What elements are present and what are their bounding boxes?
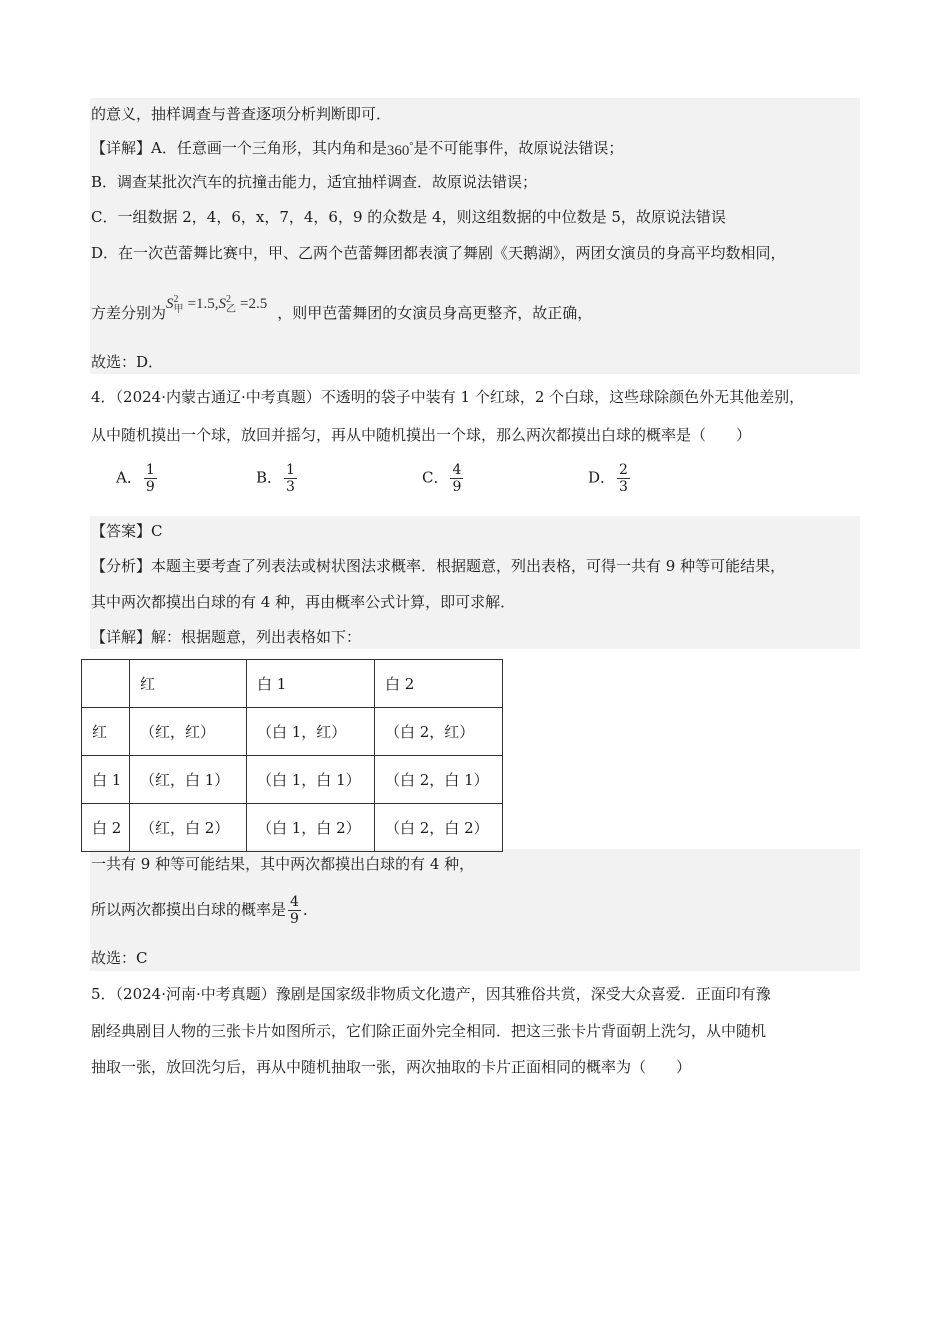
question-4-stem: 4．（2024·内蒙古通辽·中考真题）不透明的袋子中装有 1 个红球，2 个白球，这些球除颜色外无其他差别， [91,388,805,406]
solution-text-line: 的意义，抽样调查与普查逐项分析判断即可． [91,105,392,123]
detail-line: 【详解】解：根据题意，列出表格如下： [91,628,362,646]
table-cell: （白 2，白 2） [375,804,503,852]
solution-text-line: 故选：D． [91,353,164,371]
analysis-line: 【分析】本题主要考查了列表法或树状图法求概率．根据题意，列出表格，可得一共有 9 种等可能结果， [91,557,786,575]
table-cell: （白 1，白 2） [247,804,375,852]
solution-text-line: D．在一次芭蕾舞比赛中，甲、乙两个芭蕾舞团都表演了舞剧《天鹅湖》，两团女演员的身高平均数相同， [91,244,786,262]
option-d[interactable]: D． $\frac{2}{3}$ [588,462,628,495]
option-a[interactable]: A． $\frac{1}{9}$ [116,462,155,495]
table-cell: 白 2 [375,660,503,708]
table-header-row [82,660,503,708]
table-cell: （白 1，白 1） [247,756,375,804]
table-row [82,708,503,756]
option-b[interactable]: B． $\frac{1}{3}$ [256,462,295,495]
table-cell: 白 1 [82,756,130,804]
solution-text-line: 故选：C [91,949,148,967]
table-cell: （红，红） [130,708,247,756]
question-5-stem: 5．（2024·河南·中考真题）豫剧是国家级非物质文化遗产，因其雅俗共赏，深受大众喜爱．正面印有豫 [91,985,771,1003]
solution-text-line: 所以两次都摸出白球的概率是 $\frac{4}{9}$ ． [91,894,318,927]
question-5-stem: 剧经典剧目人物的三张卡片如图所示，它们除正面外完全相同．把这三张卡片背面朝上洗匀，从中随机 [91,1022,767,1040]
solution-text-line: 方差分别为S 2 甲 =1.5,S 2 乙 =2.5 ，则甲芭蕾舞团的女演员身高更整齐，故正确， [91,293,593,322]
solution-text-line: C．一组数据 2，4，6，x，7，4，6，9 的众数是 4，则这组数据的中位数是 5，故原说法错误 [91,208,726,226]
table-cell [82,660,130,708]
answer-line: 【答案】C [91,522,163,540]
question-4-stem: 从中随机摸出一个球，放回并摇匀，再从中随机摸出一个球，那么两次都摸出白球的概率是（ ） [91,426,752,444]
question-5-stem: 抽取一张，放回洗匀后，再从中随机抽取一张，两次抽取的卡片正面相同的概率为（ ） [91,1058,692,1076]
table-cell: 红 [130,660,247,708]
option-c[interactable]: C． $\frac{4}{9}$ [422,462,462,495]
table-cell: 白 2 [82,804,130,852]
table-cell: （白 2，白 1） [375,756,503,804]
solution-text-line: 【详解】A．任意画一个三角形，其内角和是360°是不可能事件，故原说法错误； [91,139,624,159]
table-row [82,756,503,804]
table-row [82,804,503,852]
table-cell: 白 1 [247,660,375,708]
variance-formula: S 2 甲 =1.5,S 2 乙 =2.5 [166,293,268,315]
solution-text-line: B．调查某批次汽车的抗撞击能力，适宜抽样调查．故原说法错误； [91,173,538,191]
table-cell: （白 2，红） [375,708,503,756]
outcome-table [81,659,503,852]
angle-formula: 360° [386,141,414,159]
table-cell: （红，白 2） [130,804,247,852]
analysis-line: 其中两次都摸出白球的有 4 种，再由概率公式计算，即可求解． [91,593,516,611]
table-cell: 红 [82,708,130,756]
table-cell: （白 1，红） [247,708,375,756]
solution-text-line: 一共有 9 种等可能结果，其中两次都摸出白球的有 4 种， [91,855,475,873]
table-cell: （红，白 1） [130,756,247,804]
